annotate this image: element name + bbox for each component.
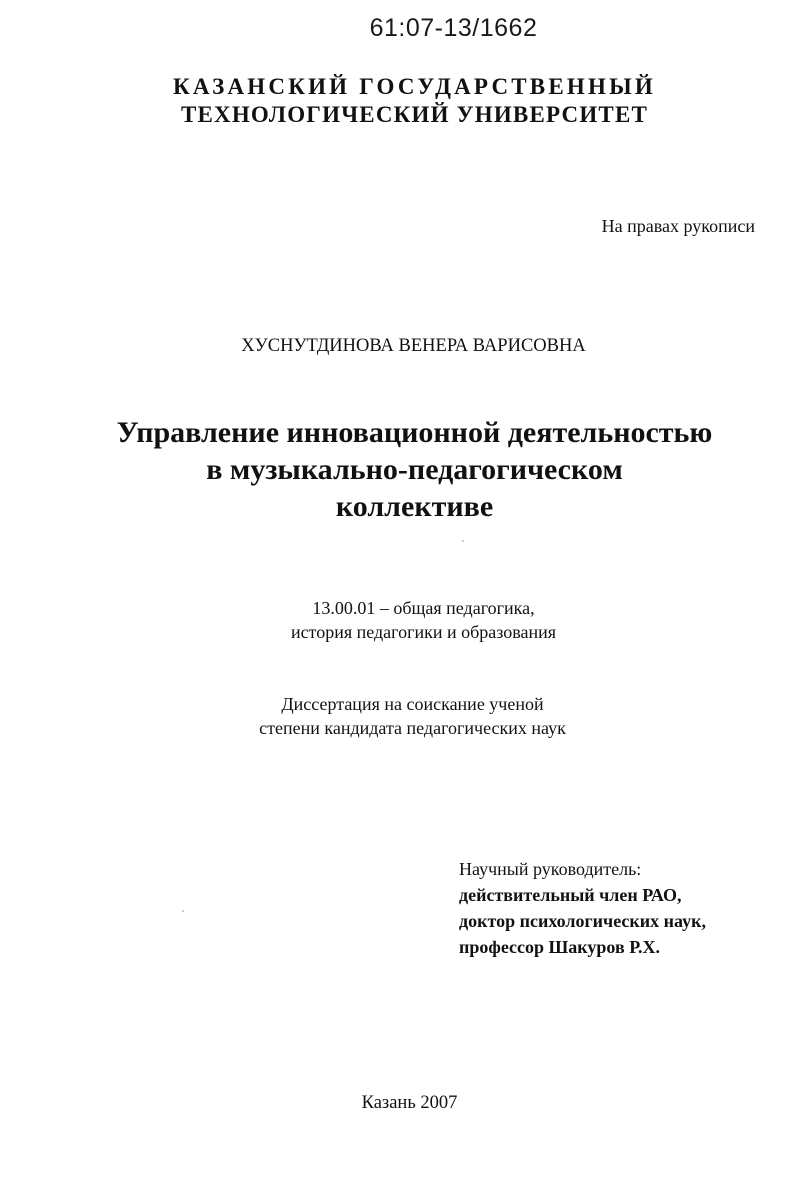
dissertation-line2: степени кандидата педагогических наук — [259, 718, 566, 738]
specialty-line1: 13.00.01 – общая педагогика, — [312, 598, 535, 618]
advisor-line3: профессор Шакуров Р.Х. — [459, 937, 660, 957]
title-line2: в музыкально-педагогическом — [206, 453, 623, 486]
scientific-advisor-block — [459, 856, 706, 960]
university-name-line2: ТЕХНОЛОГИЧЕСКИЙ УНИВЕРСИТЕТ — [180, 102, 649, 127]
advisor-line1: действительный член РАО, — [459, 885, 682, 905]
scan-speck — [462, 540, 464, 542]
dissertation-degree-block — [0, 692, 797, 740]
title-line3: коллективе — [335, 490, 494, 523]
university-name-line1: КАЗАНСКИЙ ГОСУДАРСТВЕННЫЙ — [173, 74, 656, 99]
scan-speck — [182, 910, 184, 912]
dissertation-line1: Диссертация на соискание ученой — [281, 694, 544, 714]
manuscript-rights-note: На правах рукописи — [601, 216, 755, 236]
city-and-year: Казань 2007 — [361, 1093, 458, 1113]
title-line1: Управление инновационной деятельностью — [116, 416, 713, 449]
advisor-label: Научный руководитель: — [459, 859, 642, 879]
specialty-block — [0, 596, 797, 644]
author-name: ХУСНУТДИНОВА ВЕНЕРА ВАРИСОВНА — [241, 336, 586, 356]
advisor-line2: доктор психологических наук, — [459, 911, 706, 931]
specialty-line2: история педагогики и образования — [290, 622, 557, 642]
dissertation-title — [0, 414, 797, 525]
archive-code: 61:07-13/1662 — [369, 14, 538, 42]
